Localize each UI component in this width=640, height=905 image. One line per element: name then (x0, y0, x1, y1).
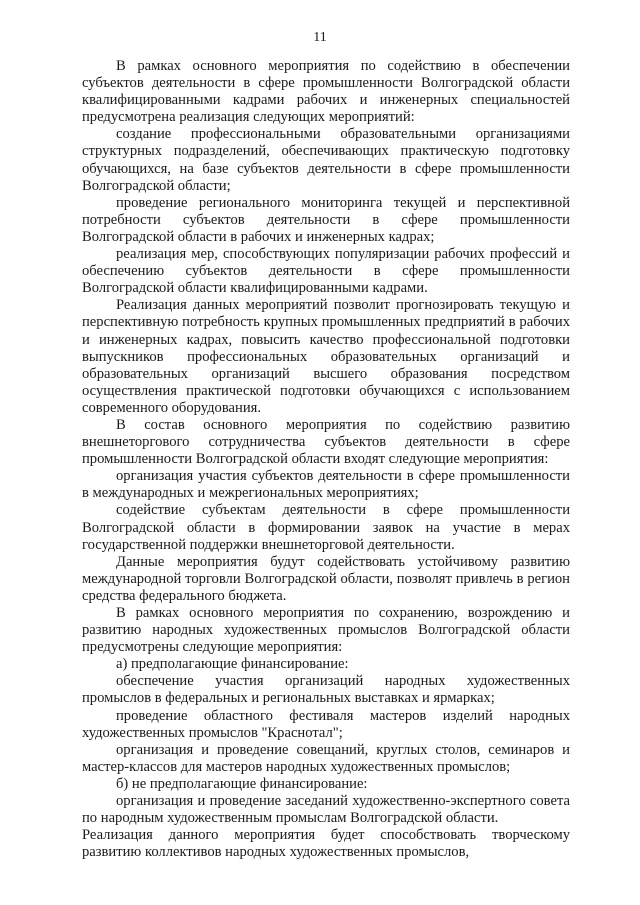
paragraph: обеспечение участия организаций народных художественных промыслов в федеральных и региональных выставках и ярмарках; (82, 673, 570, 707)
paragraph: В рамках основного мероприятия по сохранению, возрождению и развитию народных художественных промыслов Волгоградской области предусмотрены следующие мероприятия: (82, 605, 570, 656)
paragraph: Реализация данного мероприятия будет способствовать творческому развитию коллективов народных художественных промыслов, (82, 827, 570, 861)
paragraph: Данные мероприятия будут содействовать устойчивому развитию международной торговли Волгоградской области, позволят привлечь в регион средства федерального бюджета. (82, 553, 570, 604)
paragraph: В рамках основного мероприятия по содействию в обеспечении субъектов деятельности в сфере промышленности Волгоградской области квалифицированными кадрами рабочих и инженерных специальностей предусмотрена реализация следующих мероприятий: (82, 58, 570, 126)
paragraph: организация и проведение заседаний художественно-экспертного совета по народным художественным промыслам Волгоградской области. (82, 793, 570, 827)
page-number: 11 (313, 30, 327, 45)
paragraph: б) не предполагающие финансирование: (116, 775, 368, 792)
paragraph: организация участия субъектов деятельности в сфере промышленности в международных и межрегиональных мероприятиях; (82, 468, 570, 502)
paragraph: Реализация данных мероприятий позволит прогнозировать текущую и перспективную потребность крупных промышленных предприятий в рабочих и инженерных кадрах, повысить качество профессиональной подготовки выпускников профессиональных образовательных организаций и образовательных организаций высшего образования посредством осуществления практической подготовки обучающихся с использованием современного оборудования. (82, 297, 570, 416)
paragraph: В состав основного мероприятия по содействию развитию внешнеторгового сотрудничества субъектов деятельности в сфере промышленности Волгоградской области входят следующие мероприятия: (82, 416, 570, 468)
paragraph: проведение регионального мониторинга текущей и перспективной потребности субъектов деятельности в сфере промышленности Волгоградской области в рабочих и инженерных кадрах; (82, 194, 570, 245)
body-text (82, 58, 570, 861)
paragraph: создание профессиональными образовательными организациями структурных подразделений, обеспечивающих практическую подготовку обучающихся, на базе субъектов деятельности в сфере промышленности Волгоградской области; (82, 126, 570, 194)
paragraph: содействие субъектам деятельности в сфере промышленности Волгоградской области в формировании заявок на участие в мерах государственной поддержки внешнеторговой деятельности. (82, 502, 570, 553)
paragraph: реализация мер, способствующих популяризации рабочих профессий и обеспечению субъектов деятельности в сфере промышленности Волгоградской области квалифицированными кадрами. (82, 246, 570, 297)
paragraph: проведение областного фестиваля мастеров изделий народных художественных промыслов "Краснотал"; (82, 707, 570, 741)
paragraph: а) предполагающие финансирование: (116, 656, 349, 673)
paragraph: организация и проведение совещаний, круглых столов, семинаров и мастер-классов для мастеров народных художественных промыслов; (82, 741, 570, 775)
